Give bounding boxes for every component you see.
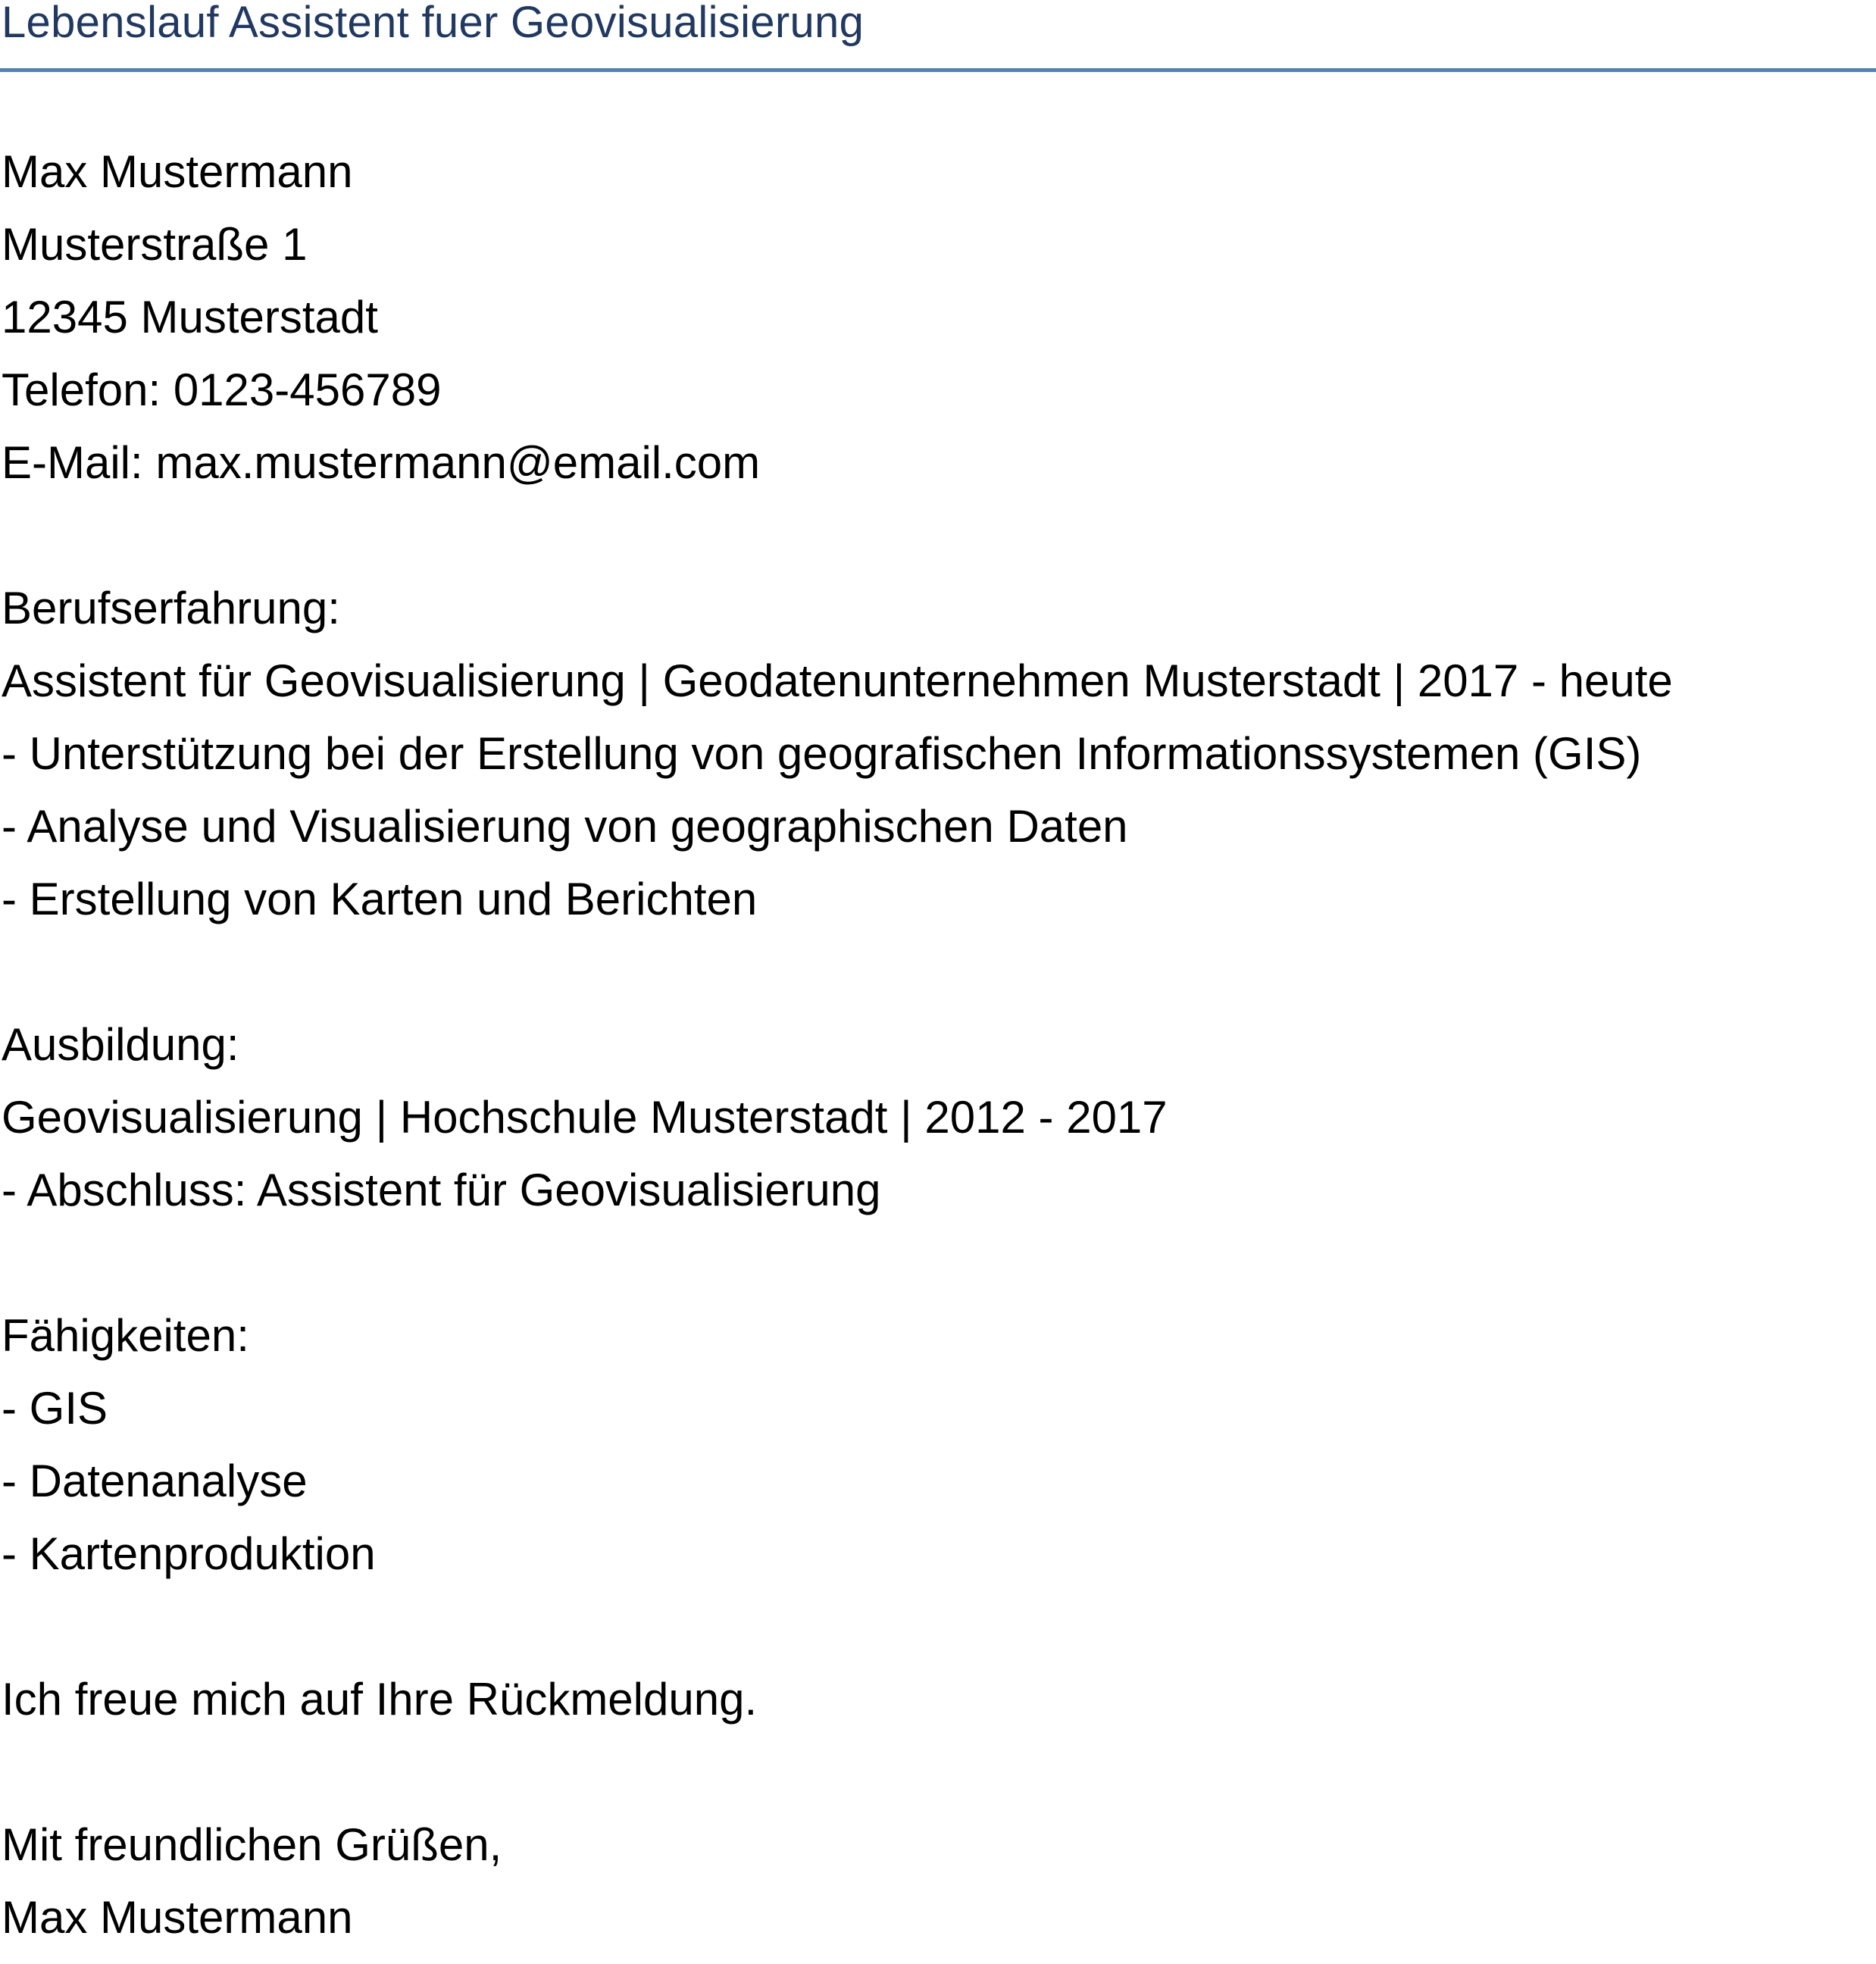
closing-salutation: Mit freundlichen Grüßen,	[2, 1819, 502, 1870]
skills-heading: Fähigkeiten:	[2, 1310, 249, 1361]
skills-item: - Datenanalyse	[2, 1456, 308, 1506]
education-program: Geovisualisierung | Hochschule Musterstadt | 2012 - 2017	[2, 1092, 1168, 1143]
contact-name: Max Mustermann	[2, 146, 353, 197]
spacer	[2, 946, 1865, 1018]
spacer	[2, 509, 1865, 582]
closing-signature: Max Mustermann	[2, 1892, 353, 1943]
experience-item: - Analyse und Visualisierung von geographischen Daten	[2, 801, 1128, 852]
closing-message: Ich freue mich auf Ihre Rückmeldung.	[2, 1674, 758, 1725]
contact-street: Musterstraße 1	[2, 219, 308, 270]
contact-phone: Telefon: 0123-456789	[2, 364, 442, 415]
experience-item: - Unterstützung bei der Erstellung von geografischen Informationssystemen (GIS)	[2, 728, 1642, 779]
experience-item: - Erstellung von Karten und Berichten	[2, 874, 758, 924]
contact-email: E-Mail: max.mustermann@email.com	[2, 437, 761, 488]
spacer	[2, 1237, 1865, 1309]
skills-item: - GIS	[2, 1383, 108, 1434]
contact-city: 12345 Musterstadt	[2, 292, 378, 342]
skills-item: - Kartenproduktion	[2, 1528, 376, 1579]
document-title: Lebenslauf Assistent fuer Geovisualisierung	[2, 0, 865, 47]
document-body	[2, 145, 1865, 1964]
spacer	[2, 1746, 1865, 1819]
title-underline	[0, 68, 1876, 72]
education-item: - Abschluss: Assistent für Geovisualisierung	[2, 1165, 881, 1215]
experience-position: Assistent für Geovisualisierung | Geodatenunternehmen Musterstadt | 2017 - heute	[2, 655, 1673, 706]
spacer	[2, 1600, 1865, 1673]
experience-heading: Berufserfahrung:	[2, 583, 340, 633]
education-heading: Ausbildung:	[2, 1019, 239, 1070]
